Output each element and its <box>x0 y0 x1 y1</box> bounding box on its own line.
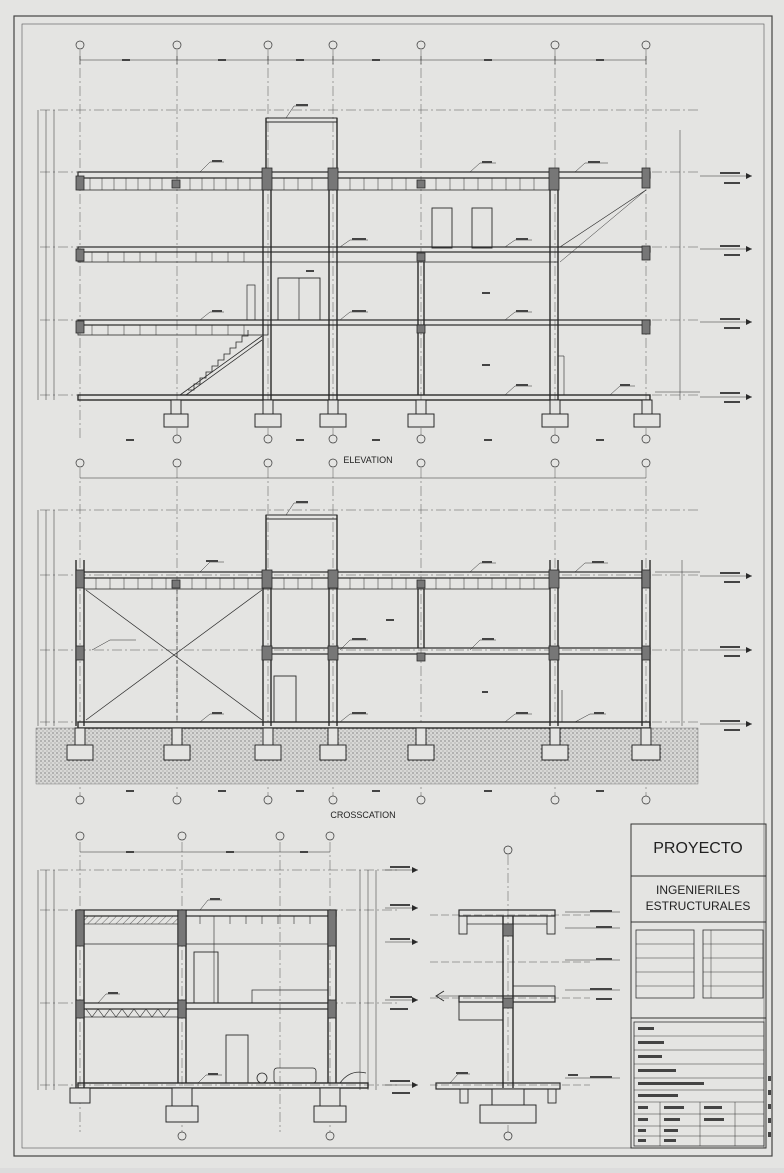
elevation-label: ELEVATION <box>343 455 393 465</box>
project-title: PROYECTO <box>653 840 743 857</box>
discipline-line-1: INGENIERILES <box>655 883 741 897</box>
inner-border <box>22 24 764 1148</box>
elevation-view <box>38 41 752 443</box>
discipline-line-2: ESTRUCTURALES <box>645 899 751 913</box>
section-view <box>36 459 752 804</box>
section-label: CROSSCATION <box>330 810 396 820</box>
column-detail-view <box>430 846 620 1140</box>
outer-border <box>14 16 772 1156</box>
detail-section-view <box>38 832 418 1140</box>
title-block <box>631 824 771 1148</box>
